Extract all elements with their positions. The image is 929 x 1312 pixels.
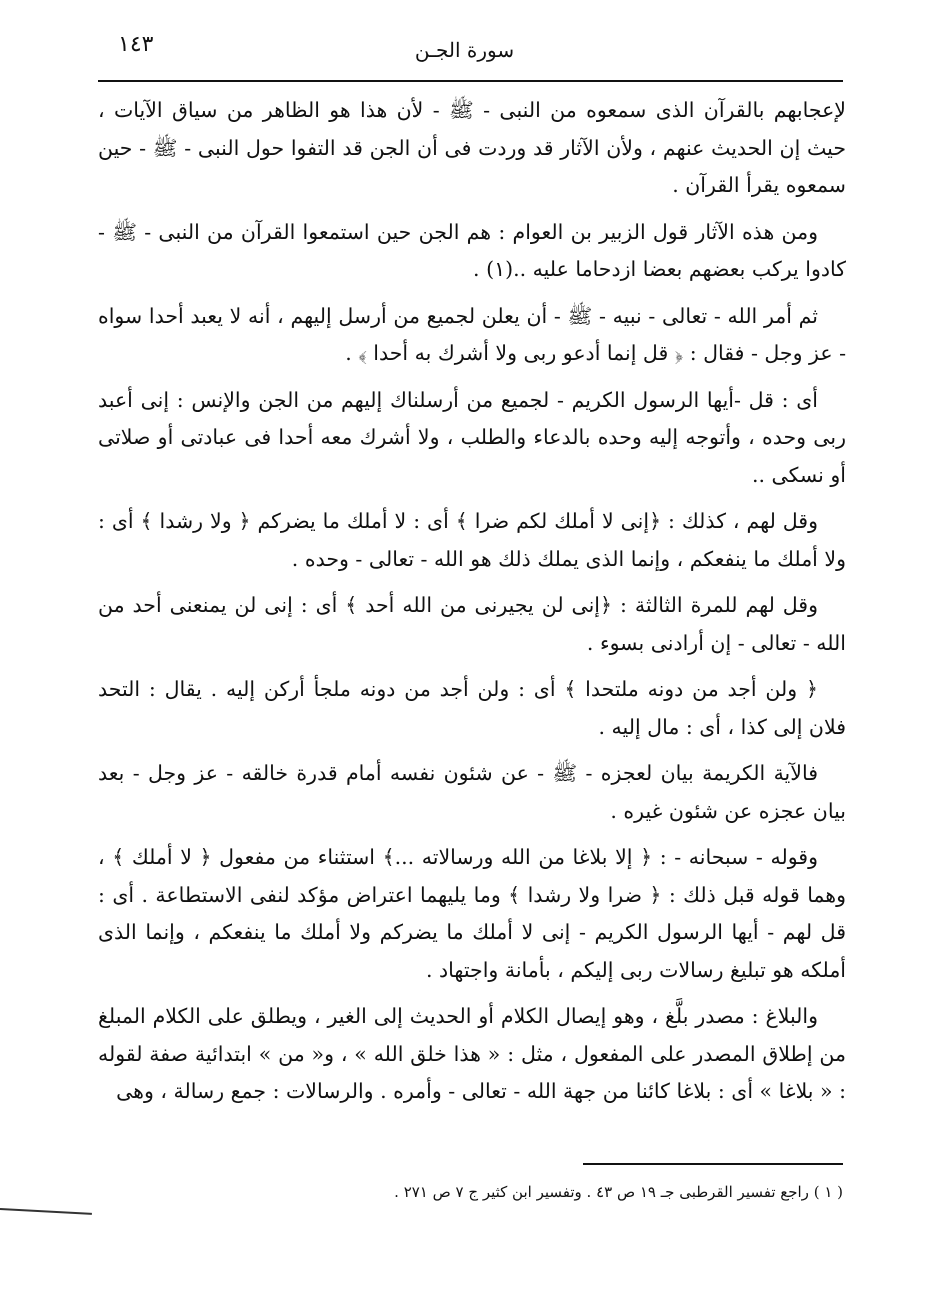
paragraph: ثم أمر الله - تعالى - نبيه - ﷺ - أن يعلن لجميع من أرسل إليهم ، أنه لا يعبد أحدا سواه - عز وجل - فقال : ﴿ قل إنما أدعو ربى ولا أشرك به أحدا ﴾ .	[98, 303, 846, 365]
paragraph: فالآية الكريمة بيان لعجزه - ﷺ - عن شئون نفسه أمام قدرة خالقه - عز وجل - بعد بيان عجزه عن شئون غيره .	[98, 761, 846, 823]
paragraph: وقل لهم ، كذلك : ﴿إنى لا أملك لكم ضرا ﴾ أى : لا أملك ما يضركم ﴿ ولا رشدا ﴾ أى : ولا أملك ما ينفعكم ، وإنما الذى يملك ذلك هو الله - تعالى - وحده .	[98, 509, 846, 571]
paragraph: ومن هذه الآثار قول الزبير بن العوام : هم الجن حين استمعوا القرآن من النبى - ﷺ - كادوا يركب بعضهم بعضا ازدحاما عليه ..(١) .	[98, 219, 846, 281]
body-text	[98, 92, 846, 1120]
header-divider	[98, 80, 843, 82]
paragraph: وقل لهم للمرة الثالثة : ﴿إنى لن يجيرنى من الله أحد ﴾ أى : إنى لن يمنعنى أحد من الله - تعالى - إن أرادنى بسوء .	[98, 593, 846, 655]
footnote: ( ١ ) راجع تفسير القرطبى جـ ١٩ ص ٤٣ . وتفسير ابن كثير ج ٧ ص ٢٧١ .	[394, 1183, 843, 1201]
footnote-divider	[583, 1163, 843, 1165]
page-number: ١٤٣	[118, 32, 154, 57]
paragraph: لإعجابهم بالقرآن الذى سمعوه من النبى - ﷺ - لأن هذا هو الظاهر من سياق الآيات ، حيث إن الحديث عنهم ، ولأن الآثار قد وردت فى أن الجن قد التفوا حول النبى - ﷺ - حين سمعوه يقرأ القرآن .	[98, 98, 846, 197]
paragraph: ﴿ ولن أجد من دونه ملتحدا ﴾ أى : ولن أجد من دونه ملجأ أركن إليه . يقال : التحد فلان إلى كذا ، أى : مال إليه .	[98, 677, 846, 739]
paragraph: وقوله - سبحانه - : ﴿ إلا بلاغا من الله ورسالاته ...﴾ استثناء من مفعول ﴿ لا أملك ﴾ ، وهما قوله قبل ذلك : ﴿ ضرا ولا رشدا ﴾ وما يليهما اعتراض مؤكد لنفى الاستطاعة . أى : قل لهم - أيها الرسول الكريم - إنى لا أملك ما يضركم ولا أملك ما ينفعكم ، وإنما الذى أملكه هو تبليغ رسالات ربى إليكم ، بأمانة واجتهاد .	[98, 845, 846, 982]
running-title: سورة الجـن	[414, 38, 515, 62]
paragraph: أى : قل -أيها الرسول الكريم - لجميع من أرسلناك إليهم من الجن والإنس : إنى أعبد ربى وحده ، وأتوجه إليه وحده بالدعاء والطلب ، ولا أشرك معه أحدا فى عبادتى أو صلاتى أو نسكى ..	[98, 387, 846, 487]
paragraph: والبلاغ : مصدر بلَّغ ، وهو إيصال الكلام أو الحديث إلى الغير ، ويطلق على الكلام المبلغ من إطلاق المصدر على المفعول ، مثل : « هذا خلق الله » ، و« من » ابتدائية صفة لقوله : « بلاغا » أى : بلاغا كائنا من جهة الله - تعالى - وأمره . والرسالات : جمع رسالة ، وهى	[98, 1004, 846, 1103]
scan-artifact-line	[0, 1208, 92, 1215]
